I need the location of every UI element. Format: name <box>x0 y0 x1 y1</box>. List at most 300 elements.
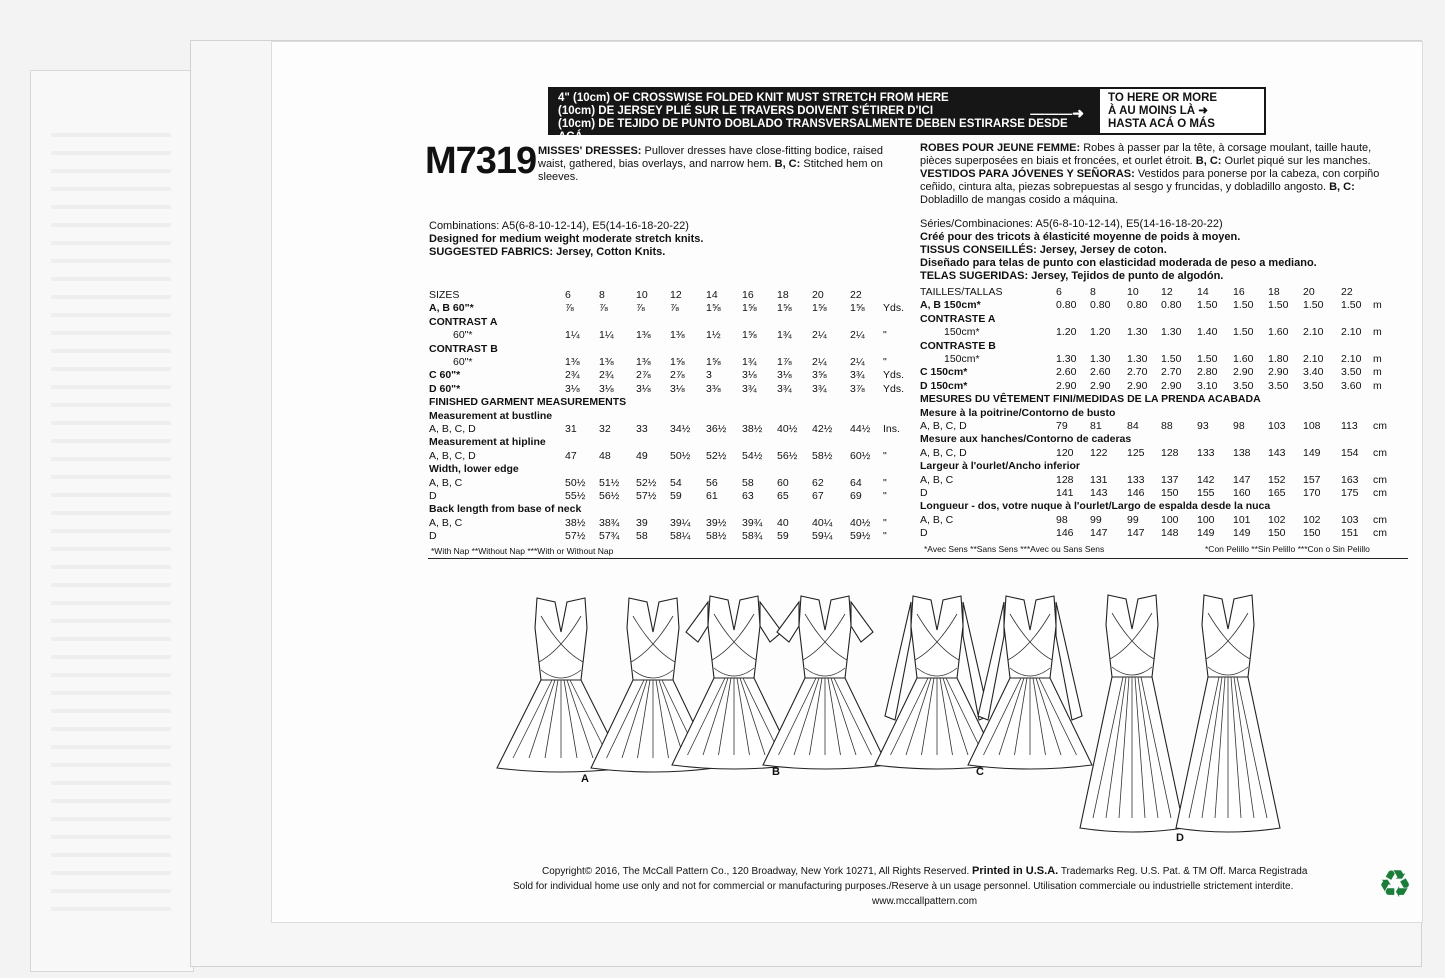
imperial-measure-value: 52½ <box>706 449 727 462</box>
imperial-measure-value: 31 <box>565 423 577 435</box>
metric-size-header: 6 <box>1056 286 1062 298</box>
imperial-measure-value: 67 <box>812 490 824 502</box>
imperial-measure-row-label: A, B, C <box>429 516 463 529</box>
imperial-measure-value: 54½ <box>742 449 763 462</box>
metric-measure-value: 102 <box>1303 513 1321 526</box>
imperial-yardage-value: 2¾ <box>599 369 614 382</box>
imperial-yardage-value: 1⅝ <box>742 329 757 342</box>
metric-yardage-value: 2.90 <box>1127 379 1148 392</box>
metric-yardage-value: 1.30 <box>1056 353 1077 365</box>
stretch-line-en: 4" (10cm) OF CROSSWISE FOLDED KNIT MUST STRETCH FROM HERE <box>558 92 949 104</box>
imperial-measure-value: 50½ <box>565 476 586 489</box>
imperial-yardage-value: 3¾ <box>742 382 757 395</box>
imperial-measure-value: 54 <box>670 476 682 489</box>
metric-measure-value: 150 <box>1161 487 1179 499</box>
imperial-measure-title: Measurement at bustline <box>429 409 553 422</box>
metric-yardage-value: 1.30 <box>1161 326 1182 339</box>
english-description: MISSES' DRESSES: Pullover dresses have close-fitting bodice, raised waist, gathered, bias overlays, and narrow hem. B, C: Stitched hem on sleeves. <box>538 145 884 183</box>
imperial-yardage-unit: " <box>883 356 887 368</box>
metric-size-header: 16 <box>1233 286 1245 298</box>
imperial-yardage-value: 1¼ <box>599 329 614 342</box>
metric-yardage-value: 1.50 <box>1161 353 1182 365</box>
imperial-measure-value: 40¼ <box>812 516 833 529</box>
imperial-yardage-label: 60"* <box>453 329 473 342</box>
metric-measure-value: 165 <box>1268 487 1286 499</box>
metric-yardage-value: 3.50 <box>1341 366 1362 379</box>
metric-yardage-value: 0.80 <box>1161 299 1182 312</box>
imperial-yardage-value: 3¾ <box>812 382 827 395</box>
imperial-size-header: 18 <box>777 289 789 301</box>
imperial-yardage-value: 3⅛ <box>636 382 651 395</box>
metric-yardage-value: 2.10 <box>1303 326 1324 339</box>
metric-yardage-value: 2.10 <box>1341 326 1362 339</box>
usage-notice: Sold for individual home use only and not for commercial or manufacturing purposes./Reserve à un usage personnel. Utilisation commerciale ou industrielle strictement interdite. <box>513 881 1294 892</box>
imperial-measure-value: 57½ <box>636 490 657 502</box>
imperial-measure-value: 60½ <box>850 449 871 462</box>
imperial-yardage-unit: Yds. <box>883 369 905 382</box>
metric-measure-value: 128 <box>1056 473 1074 486</box>
metric-measure-title: Mesure à la poitrine/Contorno de busto <box>920 406 1116 419</box>
metric-yardage-value: 1.80 <box>1268 353 1289 365</box>
metric-measure-row-label: D <box>920 527 928 540</box>
imperial-measure-unit: " <box>883 490 887 502</box>
metric-measure-unit: cm <box>1373 487 1387 499</box>
imperial-yardage-unit: Yds. <box>883 302 905 315</box>
imperial-size-header: 16 <box>742 289 754 301</box>
imperial-measure-value: 49 <box>636 449 648 462</box>
stretch-line-es: (10cm) DE TEJIDO DE PUNTO DOBLADO TRANSVERSALMENTE DEBEN ESTIRARSE DESDE ACÁ <box>558 118 1068 143</box>
imperial-measure-value: 65 <box>777 490 789 502</box>
imperial-measure-value: 52½ <box>636 476 657 489</box>
metric-measure-value: 142 <box>1197 473 1215 486</box>
imperial-yardage-value: 3¾ <box>850 369 865 382</box>
view-label-c: C <box>976 766 984 778</box>
metric-measure-value: 79 <box>1056 420 1068 432</box>
metric-measure-row-label: D <box>920 487 928 499</box>
metric-measure-value: 98 <box>1056 513 1068 526</box>
imperial-measure-value: 57½ <box>565 530 586 543</box>
metric-measure-value: 120 <box>1056 446 1074 459</box>
imperial-yardage-value: ⅞ <box>565 302 574 315</box>
metric-yardage-value: 2.60 <box>1056 366 1077 379</box>
imperial-yardage-value: 2¼ <box>812 356 827 368</box>
imperial-yardage-value: 1½ <box>706 329 721 342</box>
imperial-yardage-value: 3 <box>706 369 712 382</box>
imperial-yardage-value: 1¾ <box>777 329 792 342</box>
imperial-measure-title: Width, lower edge <box>429 463 519 476</box>
imperial-measure-unit: Ins. <box>883 423 900 435</box>
metric-size-header: 10 <box>1127 286 1139 298</box>
imperial-yardage-value: 1⅜ <box>565 356 580 368</box>
imperial-yardage-value: 3⅛ <box>670 382 685 395</box>
metric-yardage-value: 3.50 <box>1233 379 1254 392</box>
copyright-line: Copyright© 2016, The McCall Pattern Co., 120 Broadway, New York 10271, All Rights Reserved. Printed in U.S.A. Trademarks Reg. U.S. Pat. & TM Off. Marca Registrada <box>542 865 1308 877</box>
metric-yardage-unit: m <box>1373 326 1382 339</box>
imperial-yardage-value: 1⅝ <box>777 302 792 315</box>
imperial-size-header: 22 <box>850 289 862 301</box>
imperial-measure-value: 34½ <box>670 423 691 435</box>
imperial-yardage-value: 1⅞ <box>777 356 792 368</box>
pattern-number: M7319 <box>425 140 537 182</box>
imperial-yardage-label: 60"* <box>453 356 473 368</box>
metric-measure-value: 81 <box>1090 420 1102 432</box>
dress-bodice <box>911 596 963 678</box>
imperial-measure-value: 48 <box>599 449 611 462</box>
recycle-icon: ♻ <box>1378 864 1413 906</box>
imperial-yardage-value: 1⅜ <box>636 329 651 342</box>
metric-yardage-unit: m <box>1373 379 1382 392</box>
imperial-measure-value: 40½ <box>777 423 798 435</box>
imperial-size-header: 8 <box>599 289 605 301</box>
metric-measure-value: 101 <box>1233 513 1251 526</box>
metric-yardage-label: CONTRASTE A <box>920 312 996 325</box>
dress-bodice <box>627 598 679 680</box>
metric-measure-value: 147 <box>1127 527 1145 540</box>
imperial-measure-value: 56½ <box>599 490 620 502</box>
metric-measure-value: 100 <box>1161 513 1179 526</box>
imperial-measure-value: 33 <box>636 423 648 435</box>
metric-yardage-value: 1.50 <box>1197 299 1218 312</box>
metric-measure-row-label: A, B, C <box>920 513 954 526</box>
imperial-measure-value: 39¾ <box>742 516 763 529</box>
metric-yardage-value: 1.20 <box>1056 326 1077 339</box>
imperial-measure-row-label: D <box>429 490 437 502</box>
metric-measure-value: 160 <box>1233 487 1251 499</box>
imperial-yardage-value: 1⅜ <box>670 329 685 342</box>
arrow-right-icon: ➜ <box>1198 105 1208 117</box>
imperial-yardage-value: 2⅞ <box>670 369 685 382</box>
imperial-measure-value: 44½ <box>850 423 871 435</box>
metric-measure-value: 150 <box>1303 527 1321 540</box>
imperial-measure-value: 69 <box>850 490 862 502</box>
metric-measure-value: 99 <box>1090 513 1102 526</box>
imperial-yardage-value: 1⅝ <box>706 356 721 368</box>
metric-measure-row-label: A, B, C <box>920 473 954 486</box>
imperial-measure-title: Measurement at hipline <box>429 436 546 449</box>
metric-measure-value: 149 <box>1233 527 1251 540</box>
metric-measure-value: 147 <box>1233 473 1251 486</box>
metric-measure-value: 143 <box>1268 446 1286 459</box>
metric-measure-value: 98 <box>1233 420 1245 432</box>
metric-yardage-unit: m <box>1373 366 1382 379</box>
metric-yardage-value: 1.50 <box>1268 299 1289 312</box>
imperial-sizes-label: SIZES <box>429 289 460 301</box>
imperial-yardage-label: A, B 60"* <box>429 302 474 315</box>
metric-measure-title: Largeur à l'ourlet/Ancho inferior <box>920 460 1081 473</box>
metric-yardage-value: 1.40 <box>1197 326 1218 339</box>
french-combinations: Séries/Combinaciones: A5(6-8-10-12-14), E5(14-16-18-20-22) Créé pour des tricots à élasticité moyenne de poids à moyen. TISSUS CONSEILLÉS: Jersey, Jersey de coton. Diseñado para telas de punto con elasticidad moderada de peso a mediano. TELAS SUGERIDAS: Jersey, Tejidos de punto de algodón. <box>920 218 1317 282</box>
metric-size-header: 22 <box>1341 286 1353 298</box>
metric-yardage-value: 3.50 <box>1268 379 1289 392</box>
imperial-yardage-value: ⅞ <box>636 302 645 315</box>
imperial-yardage-label: D 60"* <box>429 382 461 395</box>
metric-measure-value: 163 <box>1341 473 1359 486</box>
metric-yardage-label: CONTRASTE B <box>920 339 996 352</box>
metric-yardage-value: 2.10 <box>1341 353 1362 365</box>
metric-measure-value: 131 <box>1090 473 1108 486</box>
imperial-yardage-label: CONTRAST B <box>429 342 498 355</box>
imperial-measure-unit: " <box>883 530 887 543</box>
metric-yardage-value: 2.60 <box>1090 366 1111 379</box>
imperial-measure-value: 55½ <box>565 490 586 502</box>
metric-measure-value: 93 <box>1197 420 1209 432</box>
dress-sleeve <box>851 602 873 642</box>
imperial-measure-value: 59 <box>777 530 789 543</box>
metric-yardage-value: 1.20 <box>1090 326 1111 339</box>
imperial-yardage-unit: " <box>883 329 887 342</box>
imperial-measure-value: 36½ <box>706 423 727 435</box>
imperial-measure-value: 50½ <box>670 449 691 462</box>
metric-measure-value: 113 <box>1341 420 1358 432</box>
metric-yardage-value: 1.50 <box>1303 299 1324 312</box>
metric-measure-title: Longueur - dos, votre nuque à l'ourlet/Largo de espalda desde la nuca <box>920 500 1271 513</box>
metric-measure-value: 148 <box>1161 527 1179 540</box>
metric-yardage-label: C 150cm* <box>920 366 968 379</box>
english-combinations: Combinations: A5(6-8-10-12-14), E5(14-16-18-20-22) Designed for medium weight moderate stretch knits. SUGGESTED FABRICS: Jersey, Cotton Knits. <box>429 220 704 258</box>
imperial-measure-value: 56½ <box>777 449 798 462</box>
metric-measure-value: 155 <box>1197 487 1215 499</box>
arrow-right-icon: ———➜ <box>1030 105 1084 121</box>
metric-size-header: 12 <box>1161 286 1173 298</box>
imperial-yardage-value: 1⅝ <box>850 302 865 315</box>
metric-yardage-value: 1.30 <box>1127 326 1148 339</box>
view-label-b: B <box>772 766 780 778</box>
metric-measure-value: 149 <box>1197 527 1215 540</box>
metric-measure-value: 149 <box>1303 446 1321 459</box>
metric-measure-value: 108 <box>1303 420 1321 432</box>
imperial-yardage-value: 3⅞ <box>850 382 865 395</box>
imperial-yardage-value: 1¾ <box>742 356 757 368</box>
imperial-yardage-label: CONTRAST A <box>429 315 498 328</box>
stretch-to-en: TO HERE OR MORE <box>1108 92 1218 104</box>
metric-measure-row-label: A, B, C, D <box>920 446 967 459</box>
metric-measure-value: 133 <box>1127 473 1145 486</box>
metric-yardage-value: 2.90 <box>1268 366 1289 379</box>
metric-yardage-value: 3.40 <box>1303 366 1324 379</box>
metric-yardage-label: 150cm* <box>944 353 980 365</box>
imperial-yardage-value: 2¼ <box>850 356 865 368</box>
imperial-measure-value: 58 <box>742 476 754 489</box>
metric-yardage-value: 1.30 <box>1090 353 1111 365</box>
metric-yardage-value: 1.50 <box>1233 299 1254 312</box>
metric-measure-value: 122 <box>1090 446 1108 459</box>
dress-bodice <box>535 598 587 680</box>
metric-measure-unit: cm <box>1373 420 1387 432</box>
imperial-measure-title: Back length from base of neck <box>429 503 582 516</box>
imperial-yardage-value: 1⅝ <box>742 302 757 315</box>
imperial-measure-value: 60 <box>777 476 789 489</box>
imperial-yardage-label: C 60"* <box>429 369 461 382</box>
metric-yardage-unit: m <box>1373 353 1382 365</box>
imperial-measure-value: 62 <box>812 476 824 489</box>
imperial-finished-label: FINISHED GARMENT MEASUREMENTS <box>429 396 627 409</box>
metric-measure-unit: cm <box>1373 446 1387 459</box>
imperial-measure-value: 39½ <box>706 516 727 529</box>
metric-measure-value: 151 <box>1341 527 1359 540</box>
metric-measure-value: 103 <box>1268 420 1286 432</box>
metric-measure-value: 102 <box>1268 513 1286 526</box>
dress-bodice <box>799 596 851 678</box>
dress-bodice <box>1004 596 1056 678</box>
dress-sleeve <box>686 602 708 642</box>
metric-yardage-value: 3.50 <box>1303 379 1324 392</box>
metric-measure-unit: cm <box>1373 473 1387 486</box>
metric-measure-row-label: A, B, C, D <box>920 420 967 432</box>
stretch-to-fr: À AU MOINS LÀ ➜ <box>1108 105 1208 117</box>
metric-sizes-label: TAILLES/TALLAS <box>920 286 1003 298</box>
metric-measure-value: 128 <box>1161 446 1179 459</box>
metric-measure-value: 143 <box>1090 487 1108 499</box>
metric-measure-value: 137 <box>1161 473 1179 486</box>
imperial-measure-value: 38½ <box>565 516 586 529</box>
metric-measure-value: 125 <box>1127 446 1145 459</box>
metric-measure-value: 170 <box>1303 487 1321 499</box>
imperial-measure-value: 58½ <box>812 449 833 462</box>
imperial-measure-value: 51½ <box>599 476 620 489</box>
metric-measure-unit: cm <box>1373 513 1387 526</box>
imperial-measure-value: 40 <box>777 516 789 529</box>
imperial-yardage-value: 3⅛ <box>742 369 757 382</box>
imperial-yardage-value: 2¾ <box>565 369 580 382</box>
imperial-yardage-value: 3⅛ <box>565 382 580 395</box>
imperial-yardage-value: 3⅛ <box>777 369 792 382</box>
metric-yardage-value: 1.50 <box>1197 353 1218 365</box>
metric-measure-value: 84 <box>1127 420 1139 432</box>
imperial-size-header: 10 <box>636 289 648 301</box>
imperial-size-header: 12 <box>670 289 682 301</box>
imperial-yardage-value: 2⅞ <box>636 369 651 382</box>
metric-yardage-value: 2.90 <box>1090 379 1111 392</box>
imperial-yardage-value: 2¼ <box>812 329 827 342</box>
imperial-yardage-value: 3⅛ <box>599 382 614 395</box>
metric-yardage-value: 0.80 <box>1056 299 1077 312</box>
metric-measure-value: 152 <box>1268 473 1286 486</box>
stretch-to-es: HASTA ACÁ O MÁS <box>1108 118 1215 130</box>
imperial-measure-value: 58 <box>636 530 648 543</box>
metric-measure-title: Mesure aux hanches/Contorno de caderas <box>920 433 1132 446</box>
metric-measure-value: 146 <box>1127 487 1145 499</box>
metric-measure-value: 157 <box>1303 473 1321 486</box>
imperial-measure-value: 58¾ <box>742 530 763 543</box>
metric-yardage-value: 2.80 <box>1197 366 1218 379</box>
dress-sleeve <box>777 602 799 642</box>
metric-yardage-value: 1.30 <box>1127 353 1148 365</box>
website-url: www.mccallpattern.com <box>872 896 978 907</box>
metric-yardage-value: 0.80 <box>1127 299 1148 312</box>
imperial-yardage-value: 1⅝ <box>812 302 827 315</box>
metric-size-header: 18 <box>1268 286 1280 298</box>
metric-finished-label: MESURES DU VÊTEMENT FINI/MEDIDAS DE LA PRENDA ACABADA <box>920 393 1261 406</box>
imperial-measure-value: 56 <box>706 476 718 489</box>
metric-measure-value: 103 <box>1341 513 1359 526</box>
imperial-measure-value: 32 <box>599 423 611 435</box>
imperial-measure-value: 58¼ <box>670 530 691 543</box>
imperial-measure-value: 59¼ <box>812 530 833 543</box>
metric-yardage-label: 150cm* <box>944 326 980 339</box>
metric-size-header: 20 <box>1303 286 1315 298</box>
imperial-measure-value: 64 <box>850 476 862 489</box>
metric-yardage-value: 1.50 <box>1341 299 1362 312</box>
dress-bodice <box>1106 595 1158 677</box>
imperial-yardage-value: 1⅝ <box>706 302 721 315</box>
imperial-measure-value: 38¾ <box>599 516 620 529</box>
metric-size-header: 14 <box>1197 286 1209 298</box>
imperial-measure-value: 58½ <box>706 530 727 543</box>
imperial-yardage-value: ⅞ <box>599 302 608 315</box>
metric-yardage-value: 2.90 <box>1233 366 1254 379</box>
metric-size-header: 8 <box>1090 286 1096 298</box>
imperial-yardage-unit: Yds. <box>883 382 905 395</box>
imperial-nap-note: *With Nap **Without Nap ***With or Without Nap <box>431 546 614 556</box>
metric-yardage-value: 2.90 <box>1161 379 1182 392</box>
imperial-yardage-value: 1⅜ <box>636 356 651 368</box>
imperial-measure-value: 59½ <box>850 530 871 543</box>
dress-sleeve <box>760 602 782 642</box>
metric-yardage-value: 2.70 <box>1127 366 1148 379</box>
metric-yardage-value: 1.60 <box>1268 326 1289 339</box>
metric-measure-value: 141 <box>1056 487 1074 499</box>
metric-yardage-value: 2.90 <box>1056 379 1077 392</box>
imperial-measure-unit: " <box>883 449 887 462</box>
metric-yardage-value: 2.70 <box>1161 366 1182 379</box>
metric-measure-value: 150 <box>1268 527 1286 540</box>
imperial-measure-row-label: A, B, C, D <box>429 423 476 435</box>
metric-measure-value: 99 <box>1127 513 1139 526</box>
imperial-measure-value: 61 <box>706 490 718 502</box>
imperial-yardage-value: 3⅜ <box>706 382 721 395</box>
imperial-measure-value: 63 <box>742 490 754 502</box>
metric-measure-value: 175 <box>1341 487 1359 499</box>
stretch-line-fr: (10cm) DE JERSEY PLIÉ SUR LE TRAVERS DOIVENT S'ÉTIRER D'ICI <box>558 105 934 117</box>
metric-measure-value: 147 <box>1090 527 1108 540</box>
metric-nap-note-es: *Con Pelillo **Sin Pelillo ***Con o Sin Pelillo <box>1205 544 1370 554</box>
imperial-yardage-value: 3¾ <box>777 382 792 395</box>
imperial-size-header: 20 <box>812 289 824 301</box>
imperial-yardage-value: 3⅝ <box>812 369 827 382</box>
metric-yardage-label: D 150cm* <box>920 379 968 392</box>
view-label-a: A <box>581 773 589 785</box>
metric-yardage-value: 0.80 <box>1090 299 1111 312</box>
metric-measure-value: 138 <box>1233 446 1251 459</box>
imperial-measure-unit: " <box>883 476 887 489</box>
imperial-measure-value: 39 <box>636 516 648 529</box>
imperial-measure-row-label: D <box>429 530 437 543</box>
imperial-yardage-value: 1⅝ <box>670 356 685 368</box>
metric-yardage-value: 1.60 <box>1233 353 1254 365</box>
metric-measure-value: 88 <box>1161 420 1173 432</box>
metric-measure-value: 154 <box>1341 446 1359 459</box>
imperial-yardage-value: 1⅜ <box>599 356 614 368</box>
imperial-measure-value: 47 <box>565 449 577 462</box>
imperial-measure-row-label: A, B, C <box>429 476 463 489</box>
metric-measure-value: 146 <box>1056 527 1074 540</box>
imperial-measure-value: 42½ <box>812 423 833 435</box>
imperial-measure-row-label: A, B, C, D <box>429 449 476 462</box>
metric-measure-value: 100 <box>1197 513 1215 526</box>
metric-yardage-value: 1.50 <box>1233 326 1254 339</box>
view-label-d: D <box>1176 832 1184 844</box>
metric-yardage-label: A, B 150cm* <box>920 299 981 312</box>
metric-measure-value: 133 <box>1197 446 1215 459</box>
dress-bodice <box>1202 595 1254 677</box>
imperial-measure-value: 40½ <box>850 516 871 529</box>
dress-bodice <box>708 596 760 678</box>
imperial-yardage-value: 2¼ <box>850 329 865 342</box>
imperial-measure-value: 57¾ <box>599 530 620 543</box>
french-spanish-description: ROBES POUR JEUNE FEMME: Robes à passer par la tête, à corsage moulant, taille haute, pièces superposées en biais et froncées, et ourlet étroit. B, C: Ourlet piqué sur les manches. VESTIDOS PARA JÓVENES Y SEÑORAS: Vestidos para ponerse por la cabeza, con corpiño ceñido, cintura alta, piezas sobrepuestas al sesgo y fruncidas, y dobladillo angosto. B, C: Dobladillo de mangas cosido a máquina. <box>920 142 1380 206</box>
imperial-size-header: 6 <box>565 289 571 301</box>
metric-yardage-value: 3.60 <box>1341 379 1362 392</box>
